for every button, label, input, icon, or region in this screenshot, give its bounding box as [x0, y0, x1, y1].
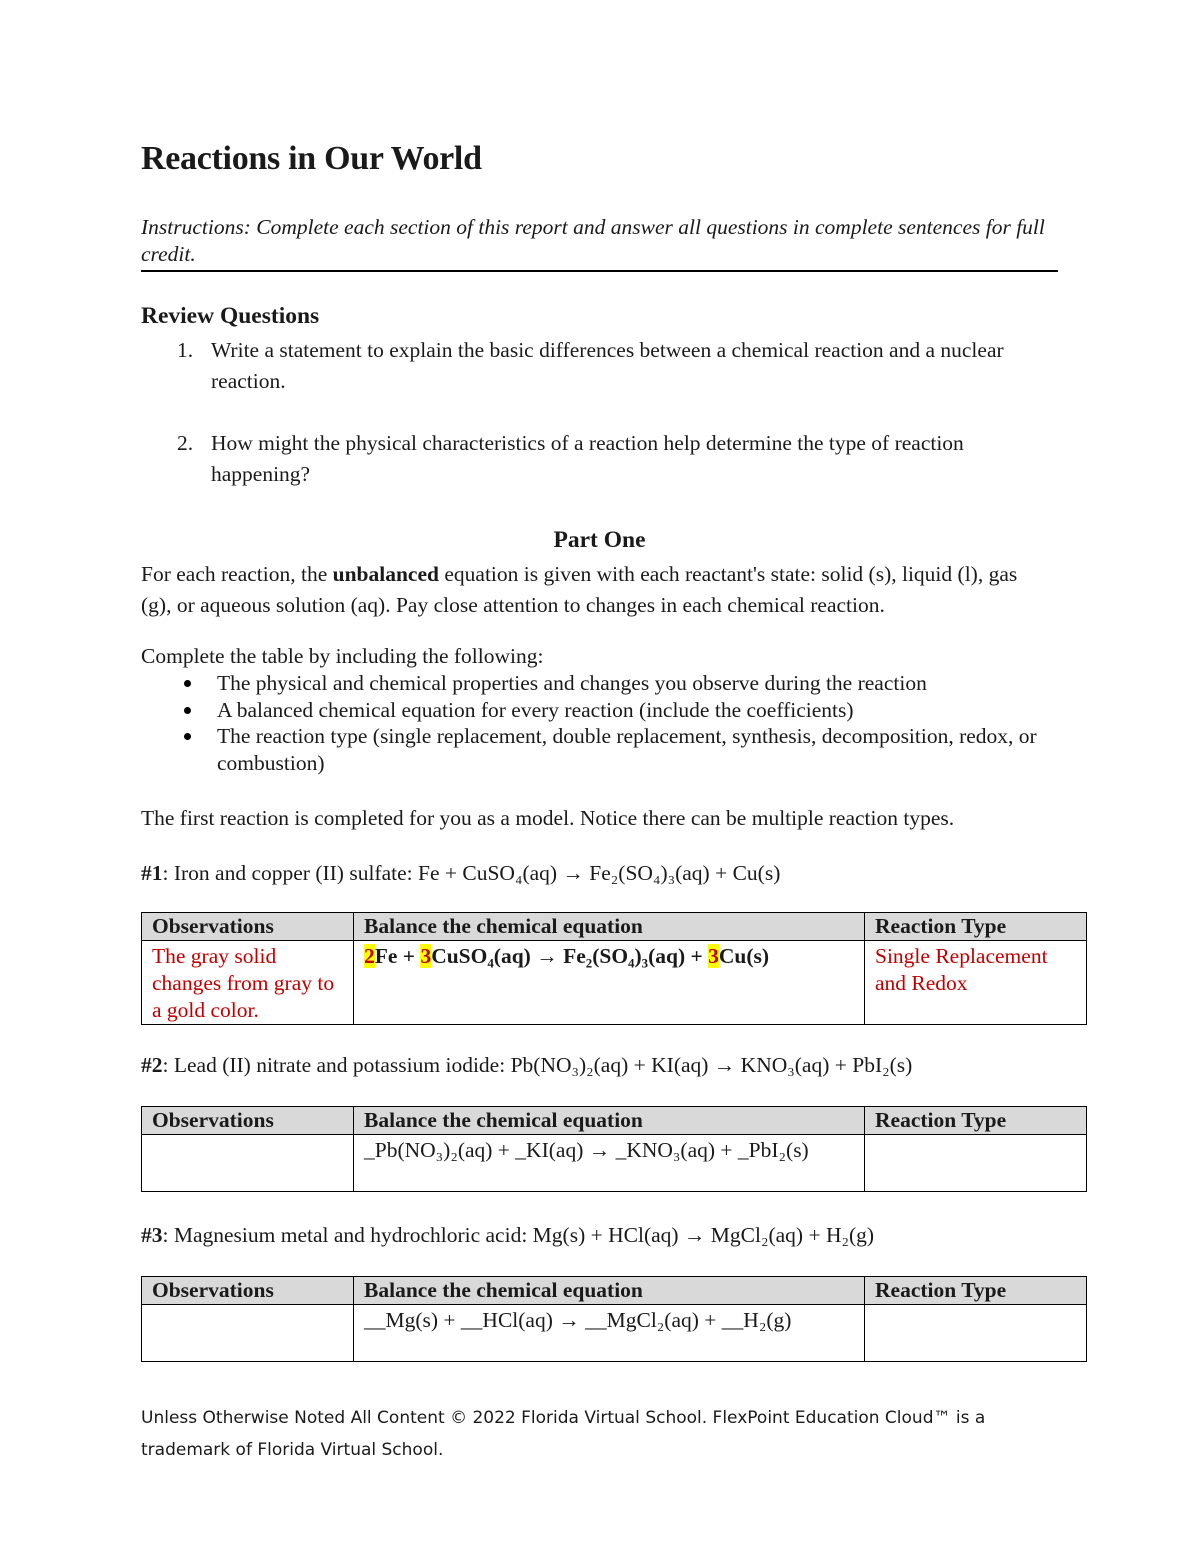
observation-cell: The gray solid changes from gray to a gold color. [142, 941, 354, 1025]
reaction-type-header: Reaction Type [865, 1277, 1087, 1305]
list-item-text: The reaction type (single replacement, double replacement, synthesis, decomposition, redox, or combustion) [217, 724, 1037, 775]
list-item-text: A balanced chemical equation for every reaction (include the coefficients) [217, 697, 854, 722]
reaction-1-heading [141, 859, 780, 887]
complete-table-intro: Complete the table by including the following: [141, 644, 544, 668]
copyright-footer: Unless Otherwise Noted All Content © 2022 Florida Virtual School. FlexPoint Education Cloud™ is a trademark of Florida Virtual School. [141, 1408, 986, 1460]
reaction-2-table [141, 1106, 1087, 1192]
review-question-list [141, 335, 1051, 490]
list-item [141, 670, 1051, 697]
reaction-2-heading [141, 1051, 912, 1079]
review-questions-heading: Review Questions [141, 303, 320, 329]
reaction-description: : Magnesium metal and hydrochloric acid: Mg(s) + HCl(aq) → MgCl₂(aq) + H₂(g) [162, 1223, 875, 1247]
coefficient: 3 [708, 944, 719, 968]
reaction-type-cell: Single Replacement and Redox [865, 941, 1087, 1025]
intro-bold-text: unbalanced [332, 562, 439, 586]
equation-part: Fe + [374, 944, 421, 968]
equation-input[interactable]: _Pb(NO₃)₂(aq) + _KI(aq) → _KNO₃(aq) + _PbI₂(s) [354, 1135, 865, 1192]
reaction-1-table [141, 912, 1087, 1025]
equation-input[interactable]: __Mg(s) + __HCl(aq) → __MgCl₂(aq) + __H₂(g) [354, 1305, 865, 1362]
observations-header: Observations [142, 1107, 354, 1135]
requirements-list [141, 670, 1051, 776]
question-number: 2. [177, 431, 194, 455]
review-question [141, 428, 1051, 490]
question-text: Write a statement to explain the basic differences between a chemical reaction and a nuclear reaction. [211, 338, 1004, 393]
page-title: Reactions in Our World [141, 140, 482, 177]
reaction-3-table [141, 1276, 1087, 1362]
reaction-number: #2 [141, 1053, 163, 1077]
balance-header: Balance the chemical equation [354, 1107, 865, 1135]
reaction-3-heading [141, 1221, 874, 1249]
coefficient: 2 [364, 944, 375, 968]
equation-part: Cu(s) [718, 944, 770, 968]
intro-text: For each reaction, the [141, 562, 333, 586]
part-one-heading: Part One [553, 527, 646, 553]
bullet-icon [184, 680, 191, 687]
reaction-number: #3 [141, 1223, 163, 1247]
balanced-equation-cell [354, 941, 865, 1025]
reaction-number: #1 [141, 861, 163, 885]
question-text: How might the physical characteristics of a reaction help determine the type of reaction happening? [211, 431, 964, 486]
reaction-description: : Lead (II) nitrate and potassium iodide: Pb(NO₃)₂(aq) + KI(aq) → KNO₃(aq) + PbI₂(s) [162, 1053, 913, 1077]
reaction-type-input[interactable] [865, 1135, 1087, 1192]
reaction-type-header: Reaction Type [865, 913, 1087, 941]
observations-header: Observations [142, 913, 354, 941]
observation-input[interactable] [142, 1305, 354, 1362]
list-item [141, 723, 1051, 776]
reaction-type-input[interactable] [865, 1305, 1087, 1362]
intro-text-end: equation is given with each reactant's state: solid (s), liquid (l), gas (g), or aqueous solution (aq). Pay close attention to changes in each chemical reaction. [141, 562, 1018, 617]
observations-header: Observations [142, 1277, 354, 1305]
model-note: The first reaction is completed for you as a model. Notice there can be multiple reaction types. [141, 806, 955, 830]
bullet-icon [184, 707, 191, 714]
coefficient: 3 [420, 944, 432, 968]
part-one-intro [141, 559, 1041, 621]
list-item-text: The physical and chemical properties and changes you observe during the reaction [217, 671, 927, 695]
reaction-type-header: Reaction Type [865, 1107, 1087, 1135]
observation-input[interactable] [142, 1135, 354, 1192]
reaction-description: : Iron and copper (II) sulfate: Fe + CuSO₄(aq) → Fe₂(SO₄)₃(aq) + Cu(s) [162, 861, 781, 885]
question-number: 1. [177, 338, 194, 362]
instructions: Instructions: Complete each section of this report and answer all questions in complete sentences for full credit. [141, 214, 1058, 272]
list-item [141, 697, 1051, 724]
bullet-icon [184, 733, 191, 740]
equation-part: CuSO₄(aq) → Fe₂(SO₄)₃(aq) + [431, 944, 709, 968]
balance-header: Balance the chemical equation [354, 1277, 865, 1305]
review-question [141, 335, 1051, 397]
balance-header: Balance the chemical equation [354, 913, 865, 941]
